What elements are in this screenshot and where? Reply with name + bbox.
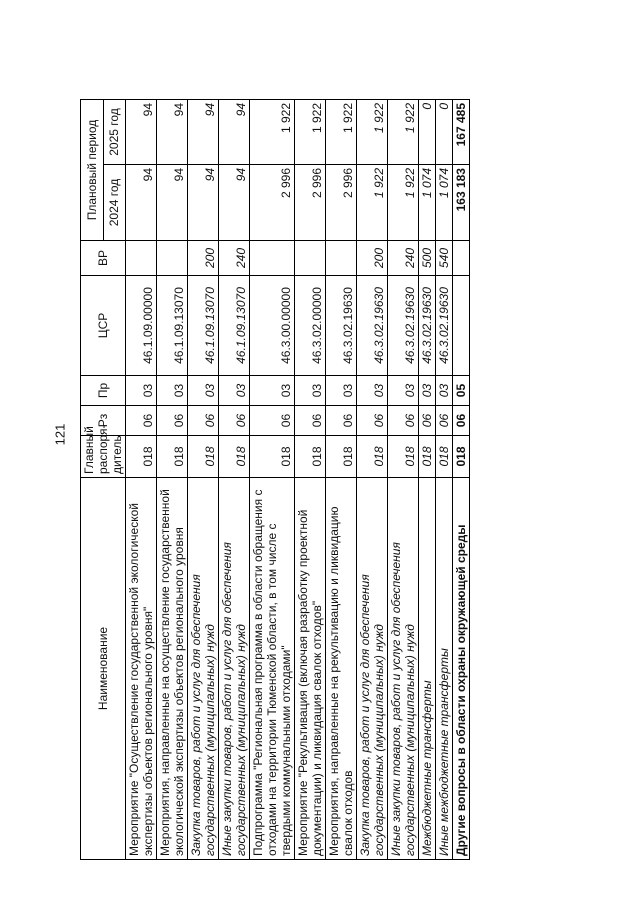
cell-rz: 06 <box>157 406 188 436</box>
header-csr: ЦСР <box>81 276 126 376</box>
cell-pr: 03 <box>250 376 295 406</box>
cell-year-2024: 1 922 <box>388 165 419 241</box>
cell-year-2025: 1 922 <box>357 99 388 164</box>
cell-csr: 46.1.09.00000 <box>126 276 157 376</box>
cell-year-2024: 2 996 <box>295 165 326 241</box>
cell-csr: 46.3.02.19630 <box>388 276 419 376</box>
cell-csr: 46.1.09.13070 <box>219 276 250 376</box>
cell-pr: 03 <box>188 376 219 406</box>
cell-vr: 240 <box>219 241 250 276</box>
cell-csr <box>453 276 470 376</box>
cell-vr <box>326 241 357 276</box>
cell-rz: 06 <box>453 406 470 436</box>
cell-csr: 46.1.09.13070 <box>157 276 188 376</box>
cell-name: Другие вопросы в области охраны окружающей среды <box>453 478 470 860</box>
cell-vr <box>453 241 470 276</box>
cell-csr: 46.3.02.19630 <box>419 276 436 376</box>
header-glavny: Главный распоря-дитель <box>81 436 126 478</box>
cell-pr: 03 <box>219 376 250 406</box>
cell-glavny: 018 <box>388 436 419 478</box>
header-year-2025: 2025 год <box>103 99 126 164</box>
cell-pr: 03 <box>126 376 157 406</box>
cell-year-2025: 94 <box>126 99 157 164</box>
cell-year-2024: 2 996 <box>326 165 357 241</box>
cell-vr: 500 <box>419 241 436 276</box>
cell-year-2025: 94 <box>219 99 250 164</box>
cell-year-2024: 1 922 <box>357 165 388 241</box>
cell-glavny: 018 <box>436 436 453 478</box>
cell-year-2024: 1 074 <box>436 165 453 241</box>
cell-csr: 46.1.09.13070 <box>188 276 219 376</box>
cell-year-2025: 1 922 <box>295 99 326 164</box>
table-row <box>219 99 250 859</box>
cell-pr: 03 <box>436 376 453 406</box>
cell-name: Закупка товаров, работ и услуг для обеспечения государственных (муниципальных) нужд <box>188 478 219 860</box>
cell-year-2025: 1 922 <box>388 99 419 164</box>
cell-year-2024: 94 <box>126 165 157 241</box>
cell-glavny: 018 <box>188 436 219 478</box>
cell-csr: 46.3.00.00000 <box>250 276 295 376</box>
cell-vr: 240 <box>388 241 419 276</box>
table-body <box>126 99 470 859</box>
cell-glavny: 018 <box>219 436 250 478</box>
cell-rz: 06 <box>188 406 219 436</box>
cell-glavny: 018 <box>295 436 326 478</box>
cell-year-2025: 0 <box>419 99 436 164</box>
table-row <box>388 99 419 859</box>
cell-pr: 05 <box>453 376 470 406</box>
cell-vr <box>295 241 326 276</box>
cell-glavny: 018 <box>157 436 188 478</box>
cell-rz: 06 <box>388 406 419 436</box>
cell-year-2025: 94 <box>188 99 219 164</box>
cell-rz: 06 <box>436 406 453 436</box>
cell-name: Мероприятия, направленные на осуществление государственной экологической экспертизы объектов регионального уровня <box>157 478 188 860</box>
cell-rz: 06 <box>326 406 357 436</box>
cell-pr: 03 <box>295 376 326 406</box>
cell-name: Иные закупки товаров, работ и услуг для обеспечения государственных (муниципальных) нужд <box>219 478 250 860</box>
cell-name: Иные закупки товаров, работ и услуг для обеспечения государственных (муниципальных) нужд <box>388 478 419 860</box>
cell-pr: 03 <box>388 376 419 406</box>
page-number: 121 <box>52 423 68 446</box>
cell-year-2025: 1 922 <box>326 99 357 164</box>
cell-glavny: 018 <box>419 436 436 478</box>
rotated-table-container <box>80 100 540 860</box>
cell-csr: 46.3.02.19630 <box>326 276 357 376</box>
cell-year-2024: 94 <box>188 165 219 241</box>
cell-year-2024: 94 <box>157 165 188 241</box>
table-row <box>250 99 295 859</box>
header-pr: Пр <box>81 376 126 406</box>
cell-rz: 06 <box>250 406 295 436</box>
cell-csr: 46.3.02.19630 <box>436 276 453 376</box>
cell-pr: 03 <box>419 376 436 406</box>
table-row <box>436 99 453 859</box>
table-row <box>326 99 357 859</box>
cell-rz: 06 <box>126 406 157 436</box>
cell-pr: 03 <box>326 376 357 406</box>
cell-name: Подпрограмма "Региональная программа в области обращения с отходами на территории Тюменской области, в том числе с твердыми коммунальными отходами" <box>250 478 295 860</box>
table-row <box>453 99 470 859</box>
header-rz: Рз <box>81 406 126 436</box>
cell-year-2025: 94 <box>157 99 188 164</box>
cell-csr: 46.3.02.19630 <box>357 276 388 376</box>
cell-rz: 06 <box>219 406 250 436</box>
table-row <box>126 99 157 859</box>
cell-name: Мероприятие "Рекультивация (включая разработку проектной документации) и ликвидация свалок отходов" <box>295 478 326 860</box>
cell-rz: 06 <box>419 406 436 436</box>
cell-glavny: 018 <box>250 436 295 478</box>
cell-glavny: 018 <box>453 436 470 478</box>
table-row <box>157 99 188 859</box>
header-year-2024: 2024 год <box>103 165 126 241</box>
table-row <box>295 99 326 859</box>
cell-pr: 03 <box>157 376 188 406</box>
cell-year-2024: 94 <box>219 165 250 241</box>
cell-name: Мероприятие "Осуществление государственной экологической экспертизы объектов регионального уровня" <box>126 478 157 860</box>
cell-year-2024: 2 996 <box>250 165 295 241</box>
cell-rz: 06 <box>357 406 388 436</box>
cell-year-2025: 1 922 <box>250 99 295 164</box>
cell-glavny: 018 <box>357 436 388 478</box>
cell-glavny: 018 <box>126 436 157 478</box>
cell-year-2025: 167 485 <box>453 99 470 164</box>
cell-vr: 200 <box>188 241 219 276</box>
cell-vr <box>157 241 188 276</box>
cell-year-2024: 1 074 <box>419 165 436 241</box>
cell-name: Закупка товаров, работ и услуг для обеспечения государственных (муниципальных) нужд <box>357 478 388 860</box>
cell-year-2025: 0 <box>436 99 453 164</box>
table-row <box>419 99 436 859</box>
cell-name: Межбюджетные трансферты <box>419 478 436 860</box>
header-name: Наименование <box>81 478 126 860</box>
cell-vr <box>126 241 157 276</box>
cell-rz: 06 <box>295 406 326 436</box>
table-row <box>188 99 219 859</box>
table-row <box>357 99 388 859</box>
cell-year-2024: 163 183 <box>453 165 470 241</box>
cell-vr: 200 <box>357 241 388 276</box>
cell-name: Мероприятия, направленные на рекультивацию и ликвидацию свалок отходов <box>326 478 357 860</box>
header-planned-period: Плановый период <box>81 99 104 240</box>
cell-name: Иные межбюджетные трансферты <box>436 478 453 860</box>
cell-vr: 540 <box>436 241 453 276</box>
budget-table <box>80 99 470 860</box>
cell-vr <box>250 241 295 276</box>
cell-csr: 46.3.02.00000 <box>295 276 326 376</box>
cell-glavny: 018 <box>326 436 357 478</box>
cell-pr: 03 <box>357 376 388 406</box>
header-vr: ВР <box>81 241 126 276</box>
